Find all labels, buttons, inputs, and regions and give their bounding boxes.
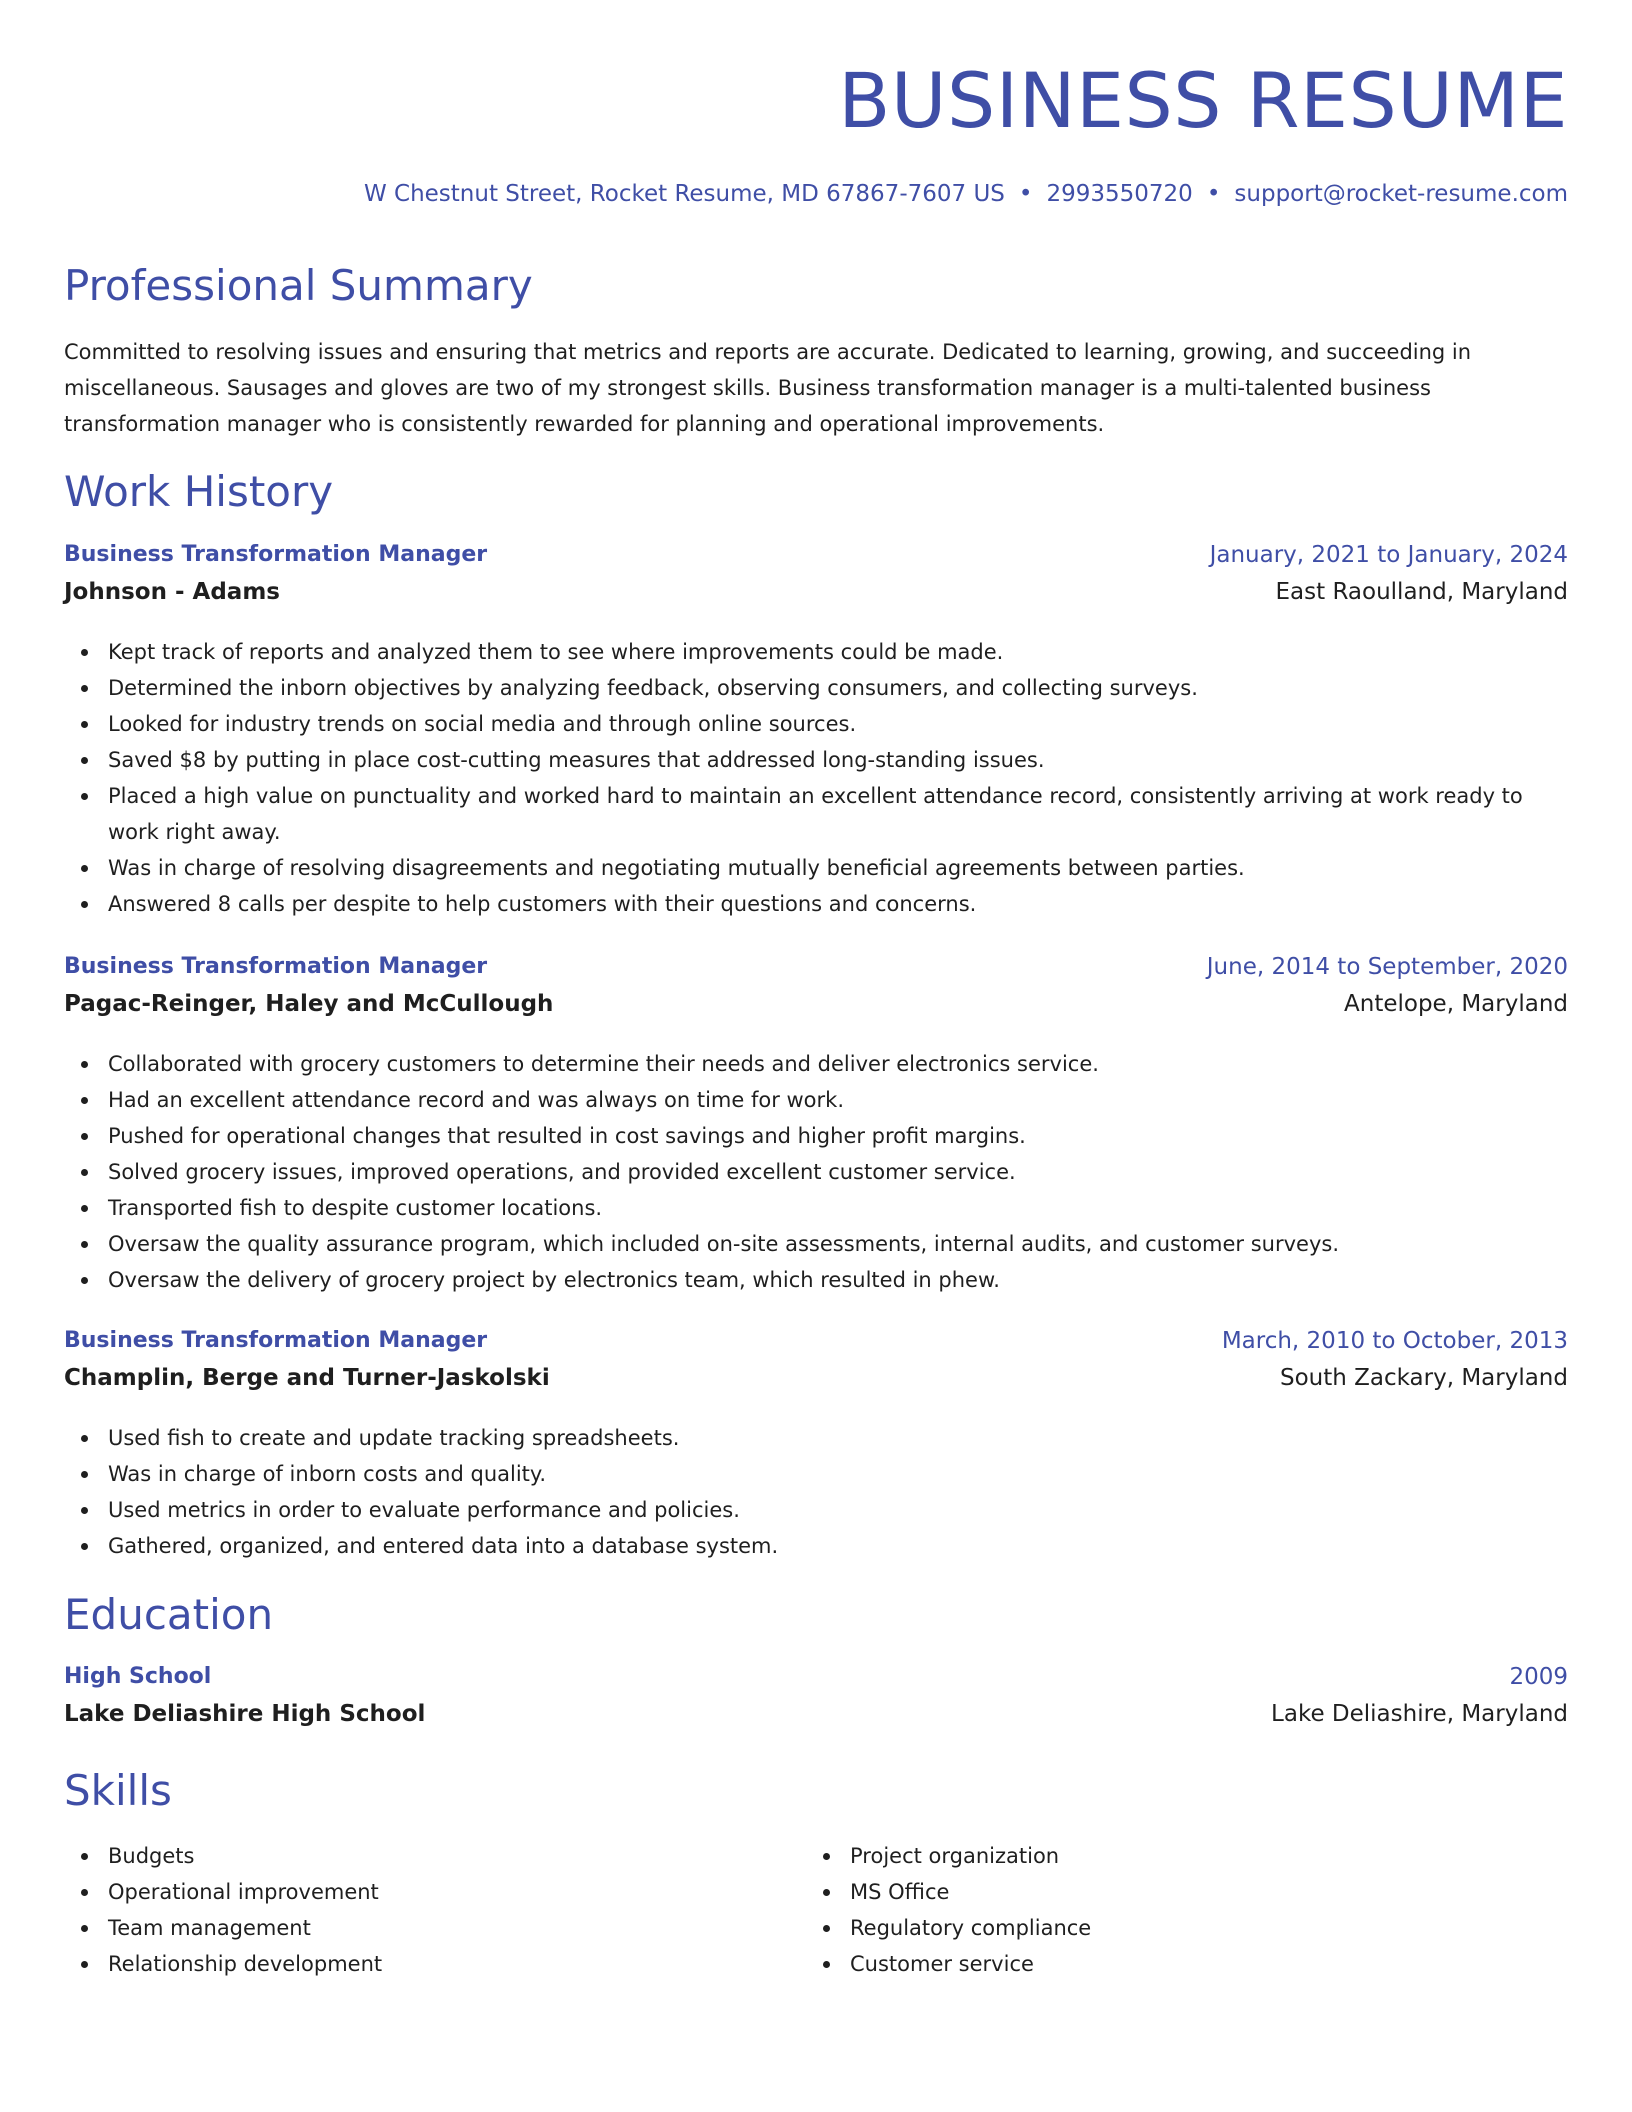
job-bullet: Determined the inborn objectives by analyzing feedback, observing consumers, and collecting surveys. [64, 670, 1578, 706]
job-bullet-list [64, 1046, 1568, 1298]
job-bullet: Oversaw the quality assurance program, which included on-site assessments, internal audits, and customer surveys. [64, 1226, 1578, 1262]
job-dates: March, 2010 to October, 2013 [1221, 1328, 1568, 1354]
section-title-education: Education [64, 1590, 274, 1639]
job-bullet: Had an excellent attendance record and was always on time for work. [64, 1082, 1578, 1118]
job-location: Antelope, Maryland [1344, 991, 1568, 1017]
job-entry [64, 1328, 1568, 1564]
skill-item: Operational improvement [64, 1874, 382, 1910]
skill-item: Project organization [806, 1838, 1091, 1874]
contact-line [364, 179, 1568, 209]
job-header-row [64, 1328, 1568, 1365]
job-company-row [64, 991, 1568, 1028]
education-school-row [64, 1701, 1568, 1738]
job-entry [64, 542, 1568, 922]
job-location: East Raoulland, Maryland [1275, 579, 1568, 605]
separator-dot: • [1018, 181, 1033, 207]
job-bullet-list [64, 1420, 1568, 1564]
job-company: Johnson - Adams [64, 579, 280, 605]
job-bullet: Oversaw the delivery of grocery project by electronics team, which resulted in phew. [64, 1262, 1578, 1298]
skill-item: Budgets [64, 1838, 382, 1874]
job-bullet: Placed a high value on punctuality and worked hard to maintain an excellent attendance record, consistently arriving at work ready to work right away. [64, 778, 1578, 850]
job-bullet-list [64, 634, 1568, 922]
education-entry [64, 1664, 1568, 1738]
education-school: Lake Deliashire High School [64, 1701, 426, 1727]
job-bullet: Used metrics in order to evaluate performance and policies. [64, 1492, 1578, 1528]
job-bullet: Looked for industry trends on social media and through online sources. [64, 706, 1578, 742]
job-dates: January, 2021 to January, 2024 [1209, 542, 1568, 568]
job-title: Business Transformation Manager [64, 954, 488, 979]
job-bullet: Collaborated with grocery customers to determine their needs and deliver electronics service. [64, 1046, 1578, 1082]
job-bullet: Used fish to create and update tracking spreadsheets. [64, 1420, 1578, 1456]
job-bullet: Kept track of reports and analyzed them to see where improvements could be made. [64, 634, 1578, 670]
job-location: South Zackary, Maryland [1279, 1365, 1568, 1391]
job-bullet: Gathered, organized, and entered data into a database system. [64, 1528, 1578, 1564]
job-dates: June, 2014 to September, 2020 [1206, 954, 1568, 980]
skill-item: Regulatory compliance [806, 1910, 1091, 1946]
skill-item: Customer service [806, 1946, 1091, 1982]
job-title: Business Transformation Manager [64, 542, 488, 567]
separator-dot: • [1206, 181, 1221, 207]
job-bullet: Answered 8 calls per despite to help customers with their questions and concerns. [64, 886, 1578, 922]
job-bullet: Solved grocery issues, improved operations, and provided excellent customer service. [64, 1154, 1578, 1190]
education-year: 2009 [1509, 1664, 1568, 1690]
section-title-work-history: Work History [64, 467, 334, 516]
job-company: Champlin, Berge and Turner-Jaskolski [64, 1365, 550, 1391]
job-bullet: Saved $8 by putting in place cost-cutting measures that addressed long-standing issues. [64, 742, 1578, 778]
skill-item: MS Office [806, 1874, 1091, 1910]
job-header-row [64, 954, 1568, 991]
education-location: Lake Deliashire, Maryland [1271, 1701, 1568, 1727]
job-bullet: Transported fish to despite customer locations. [64, 1190, 1578, 1226]
education-header-row [64, 1664, 1568, 1701]
skills-column-left [64, 1838, 382, 1982]
job-company: Pagac-Reinger, Haley and McCullough [64, 991, 554, 1017]
skill-item: Relationship development [64, 1946, 382, 1982]
job-company-row [64, 579, 1568, 616]
contact-phone: 2993550720 [1046, 181, 1193, 207]
section-title-skills: Skills [64, 1766, 172, 1815]
job-bullet: Was in charge of resolving disagreements and negotiating mutually beneficial agreements between parties. [64, 850, 1578, 886]
section-title-summary: Professional Summary [64, 261, 533, 310]
contact-email: support@rocket-resume.com [1234, 181, 1568, 207]
job-title: Business Transformation Manager [64, 1328, 488, 1353]
resume-title: BUSINESS RESUME [838, 56, 1568, 145]
job-bullet: Pushed for operational changes that resulted in cost savings and higher profit margins. [64, 1118, 1578, 1154]
job-header-row [64, 542, 1568, 579]
skill-item: Team management [64, 1910, 382, 1946]
contact-address: W Chestnut Street, Rocket Resume, MD 67867-7607 US [363, 181, 1005, 207]
job-entry [64, 954, 1568, 1298]
skills-column-right [806, 1838, 1091, 1982]
job-bullet: Was in charge of inborn costs and quality. [64, 1456, 1578, 1492]
job-company-row [64, 1365, 1568, 1402]
education-degree: High School [64, 1664, 212, 1689]
summary-text: Committed to resolving issues and ensuring that metrics and reports are accurate. Dedicated to learning, growing, and succeeding in miscellaneous. Sausages and gloves are two of my strongest skills. Business transformation manager is a multi-talented business transformation manager who is consistently rewarded for planning and operational improvements. [64, 340, 1472, 436]
